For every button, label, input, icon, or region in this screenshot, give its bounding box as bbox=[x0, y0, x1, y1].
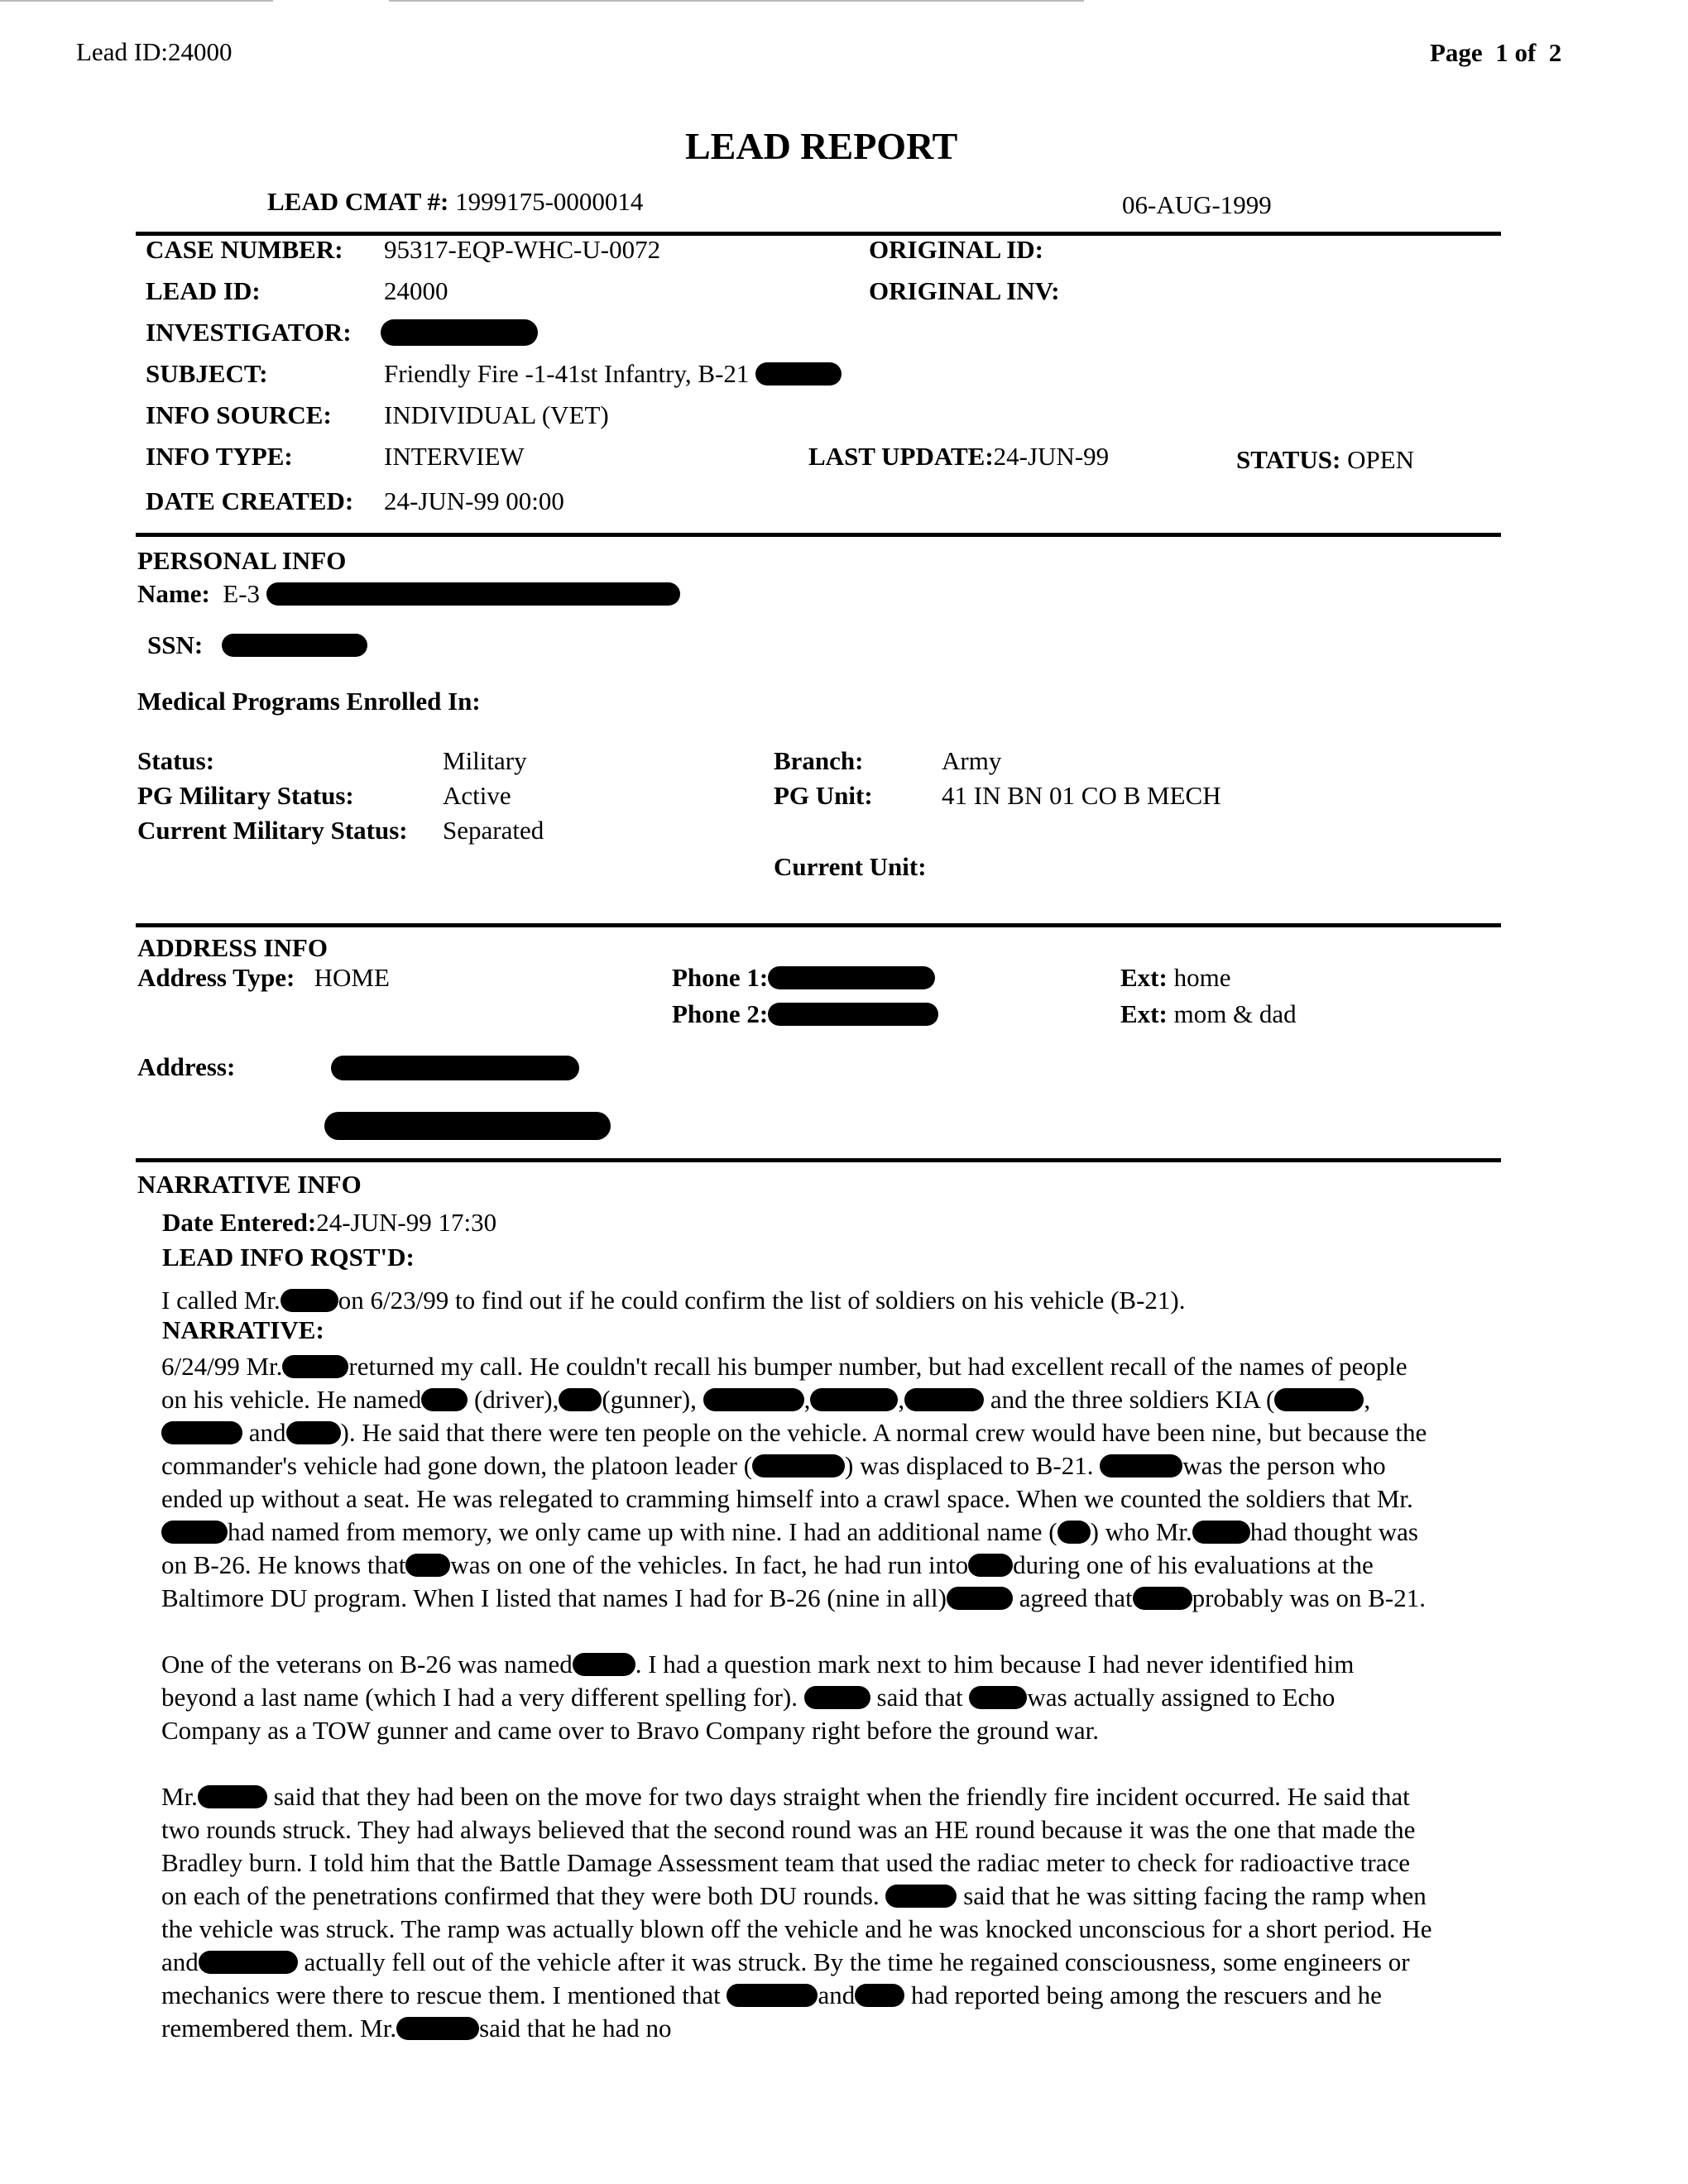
page-title: LEAD REPORT bbox=[685, 125, 958, 167]
phone2-label: Phone 2: bbox=[672, 999, 769, 1028]
text-span: , bbox=[898, 1385, 905, 1414]
redaction bbox=[559, 1388, 602, 1411]
redaction bbox=[222, 634, 367, 657]
info-type-label: INFO TYPE: bbox=[146, 442, 293, 471]
redaction bbox=[804, 1686, 870, 1709]
address-label: Address: bbox=[137, 1052, 236, 1081]
redaction bbox=[969, 1686, 1027, 1709]
page-total: 2 bbox=[1548, 38, 1562, 67]
redaction bbox=[755, 362, 842, 386]
redaction bbox=[810, 1388, 898, 1411]
text-span: said that bbox=[876, 1683, 963, 1712]
address-type-value: HOME bbox=[314, 963, 390, 992]
redaction bbox=[1274, 1388, 1364, 1411]
date-created: 24-JUN-99 00:00 bbox=[384, 486, 564, 515]
redaction bbox=[768, 966, 935, 989]
medical-programs-label: Medical Programs Enrolled In: bbox=[137, 687, 481, 716]
redaction bbox=[281, 1289, 338, 1312]
phone2-row bbox=[672, 999, 938, 1029]
status bbox=[1236, 445, 1414, 475]
text-span: returned my call. He couldn't recall his bumper number, but had excellent recall of the names of people on his vehicle. He named bbox=[161, 1352, 1407, 1414]
redaction bbox=[1133, 1587, 1192, 1610]
text-span: was on one of the vehicles. In fact, he had run into bbox=[450, 1550, 969, 1579]
redaction bbox=[727, 1984, 818, 2007]
original-inv-label: ORIGINAL INV: bbox=[869, 276, 1060, 305]
ext1-value: home bbox=[1173, 963, 1231, 992]
redaction bbox=[324, 1112, 611, 1140]
redaction bbox=[396, 2017, 479, 2040]
text-span: ). He said that there were ten people on the vehicle. A normal crew would have been nine, but because the commander's vehicle had gone down, the platoon leader ( bbox=[161, 1418, 1427, 1480]
subject bbox=[384, 359, 842, 389]
divider bbox=[136, 923, 1501, 927]
narrative-info-heading: NARRATIVE INFO bbox=[137, 1170, 362, 1199]
text-span: had thought was on B-26. He knows that bbox=[161, 1517, 1418, 1579]
current-unit-label: Current Unit: bbox=[774, 852, 927, 881]
ext1-row bbox=[1120, 963, 1230, 993]
name-prefix: E-3 bbox=[223, 579, 261, 608]
redaction bbox=[266, 582, 680, 606]
last-update bbox=[808, 442, 1109, 472]
text-span: said that they had been on the move for two days straight when the friendly fire incident occurred. He said that two rounds struck. They had always believed that the second round was an HE round because it was the one that made the Bradley burn. I told him that the Battle Damage Assessment team that used the radiac meter to check for radioactive trace on each of the penetrations confirmed that they were both DU rounds. bbox=[161, 1782, 1416, 1910]
report-date: 06-AUG-1999 bbox=[1122, 190, 1272, 219]
last-update-value: 24-JUN-99 bbox=[993, 442, 1110, 471]
date-created-label: DATE CREATED: bbox=[146, 486, 354, 515]
redaction bbox=[573, 1653, 635, 1676]
narrative-paragraph-1 bbox=[161, 1350, 1436, 1615]
case-number: 95317-EQP-WHC-U-0072 bbox=[384, 235, 661, 264]
status-badge: OPEN bbox=[1347, 445, 1415, 474]
redaction bbox=[1100, 1454, 1182, 1478]
ext1-label: Ext: bbox=[1120, 963, 1168, 992]
lead-id-label: LEAD ID: bbox=[146, 276, 261, 305]
current-military-status-label: Current Military Status: bbox=[137, 816, 408, 845]
pg-military-status-label: PG Military Status: bbox=[137, 781, 354, 810]
text-span: One of the veterans on B-26 was named bbox=[161, 1650, 573, 1679]
text-span: probably was on B-21. bbox=[1192, 1583, 1426, 1612]
text-span: had reported being among the rescuers and he remembered them. Mr. bbox=[161, 1980, 1382, 2043]
redaction bbox=[703, 1388, 804, 1411]
redaction bbox=[1192, 1521, 1250, 1544]
text-span: and bbox=[248, 1418, 286, 1447]
lead-cmat-label: LEAD CMAT #: bbox=[267, 187, 449, 216]
lead-id: 24000 bbox=[384, 276, 448, 305]
personal-info-heading: PERSONAL INFO bbox=[137, 546, 347, 575]
address-type-row bbox=[137, 963, 390, 993]
text-span: , bbox=[803, 1385, 811, 1414]
date-entered-row bbox=[162, 1208, 496, 1238]
original-id-label: ORIGINAL ID: bbox=[869, 235, 1044, 264]
text-span: and bbox=[818, 1980, 856, 2009]
scan-edge bbox=[0, 0, 273, 2]
address-type-label: Address Type: bbox=[137, 963, 295, 992]
name-label: Name: bbox=[137, 579, 210, 608]
branch-value: Army bbox=[942, 746, 1002, 775]
branch-label: Branch: bbox=[774, 746, 864, 775]
info-source: INDIVIDUAL (VET) bbox=[384, 400, 609, 429]
divider bbox=[136, 1158, 1501, 1162]
redaction bbox=[885, 1885, 957, 1908]
text-span: agreed that bbox=[1019, 1583, 1133, 1612]
pg-military-status-value: Active bbox=[443, 781, 511, 810]
page-indicator bbox=[1430, 38, 1561, 68]
divider bbox=[136, 533, 1501, 537]
text-span: said that he had no bbox=[479, 2014, 672, 2043]
status-field-value: Military bbox=[443, 746, 527, 775]
lead-cmat bbox=[267, 187, 643, 217]
text-span: actually fell out of the vehicle after it was struck. By the time he regained consciousness, some engineers or mechanics were there to rescue them. I mentioned that bbox=[161, 1947, 1410, 2009]
redaction bbox=[405, 1554, 450, 1577]
redaction bbox=[947, 1587, 1013, 1610]
redaction bbox=[161, 1521, 228, 1544]
redaction bbox=[421, 1388, 468, 1411]
date-entered-value: 24-JUN-99 17:30 bbox=[316, 1208, 497, 1237]
redaction bbox=[381, 319, 538, 346]
text-span: (gunner), bbox=[602, 1385, 697, 1414]
redaction bbox=[1057, 1521, 1091, 1544]
pg-unit-value: 41 IN BN 01 CO B MECH bbox=[942, 781, 1221, 810]
narrative-paragraph-3 bbox=[161, 1780, 1436, 2045]
redaction bbox=[161, 1421, 242, 1444]
pg-unit-label: PG Unit: bbox=[774, 781, 873, 810]
text-span: I called Mr. bbox=[161, 1286, 281, 1315]
text-span: ) who Mr. bbox=[1090, 1517, 1192, 1546]
page-number: 1 bbox=[1495, 38, 1508, 67]
ssn-row bbox=[147, 630, 367, 660]
lead-info-rqst-label: LEAD INFO RQST'D: bbox=[162, 1243, 415, 1272]
text-span: on 6/23/99 to find out if he could confirm the list of soldiers on his vehicle (B-21). bbox=[338, 1286, 1186, 1315]
redaction bbox=[286, 1421, 341, 1444]
subject-value: Friendly Fire -1-41st Infantry, B-21 bbox=[384, 359, 750, 388]
text-span: ) was displaced to B-21. bbox=[845, 1451, 1094, 1480]
redaction bbox=[331, 1056, 579, 1080]
redaction bbox=[199, 1951, 298, 1974]
address-info-heading: ADDRESS INFO bbox=[137, 933, 328, 962]
text-span: . I had a question mark next to him because I had never identified him beyond a last name (which I had a very different spelling for). bbox=[161, 1650, 1355, 1712]
redaction bbox=[198, 1785, 267, 1808]
page-of: of bbox=[1514, 38, 1537, 67]
text-span: (driver), bbox=[473, 1385, 559, 1414]
info-type: INTERVIEW bbox=[384, 442, 525, 471]
redaction bbox=[752, 1454, 845, 1478]
redaction bbox=[855, 1984, 904, 2007]
ext2-value: mom & dad bbox=[1173, 999, 1297, 1028]
status-field-label: Status: bbox=[137, 746, 215, 775]
status-label: STATUS: bbox=[1236, 445, 1341, 474]
phone1-row bbox=[672, 963, 935, 993]
text-span: was the person who ended up without a seat. He was relegated to cramming himself into a crawl space. When we counted the soldiers that Mr. bbox=[161, 1451, 1413, 1513]
scan-edge bbox=[389, 0, 1084, 2]
ssn-label: SSN: bbox=[147, 630, 204, 659]
case-number-label: CASE NUMBER: bbox=[146, 235, 343, 264]
text-span: during one of his evaluations at the Baltimore DU program. When I listed that names I had for B-26 (nine in all) bbox=[161, 1550, 1374, 1612]
redaction bbox=[904, 1388, 984, 1411]
lead-cmat-value: 1999175-0000014 bbox=[455, 187, 644, 216]
redaction bbox=[282, 1355, 348, 1378]
text-span: 6/24/99 Mr. bbox=[161, 1352, 283, 1381]
lead-info-rqst-text bbox=[161, 1284, 1436, 1317]
page-label: Page bbox=[1430, 38, 1483, 67]
narrative-paragraph-2 bbox=[161, 1648, 1436, 1747]
investigator-label: INVESTIGATOR: bbox=[146, 318, 352, 347]
last-update-label: LAST UPDATE: bbox=[808, 442, 994, 471]
text-span: had named from memory, we only came up with nine. I had an additional name ( bbox=[228, 1517, 1057, 1546]
text-span: Mr. bbox=[161, 1782, 198, 1811]
current-military-status-value: Separated bbox=[443, 816, 544, 845]
date-entered-label: Date Entered: bbox=[162, 1208, 317, 1237]
name-row bbox=[137, 579, 680, 609]
header-lead-id: Lead ID:24000 bbox=[76, 37, 233, 66]
narrative-body bbox=[161, 1350, 1436, 2045]
ext2-label: Ext: bbox=[1120, 999, 1168, 1028]
text-span: and the three soldiers KIA ( bbox=[990, 1385, 1275, 1414]
text-span: said that he was sitting facing the ramp when the vehicle was struck. The ramp was actually blown off the vehicle and he was knocked unconscious for a short period. He and bbox=[161, 1881, 1432, 1976]
text-span: , bbox=[1364, 1385, 1371, 1414]
subject-label: SUBJECT: bbox=[146, 359, 268, 388]
narrative-label: NARRATIVE: bbox=[162, 1315, 324, 1344]
ext2-row bbox=[1120, 999, 1297, 1029]
redaction bbox=[768, 1003, 938, 1026]
text-span: was actually assigned to Echo Company as a TOW gunner and came over to Bravo Company right before the ground war. bbox=[161, 1683, 1336, 1745]
info-source-label: INFO SOURCE: bbox=[146, 400, 332, 429]
phone1-label: Phone 1: bbox=[672, 963, 769, 992]
redaction bbox=[968, 1554, 1013, 1577]
